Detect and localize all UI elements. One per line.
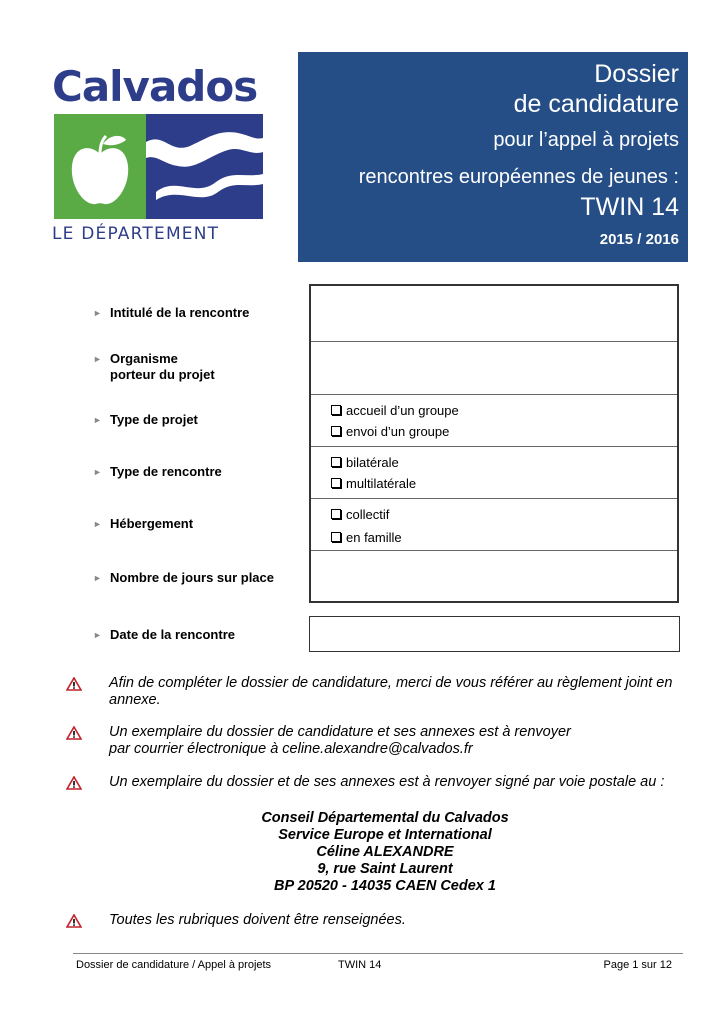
triangle-bullet-icon: ► <box>93 630 102 640</box>
row-hebergement <box>311 499 677 551</box>
label-date-rencontre: ► Date de la rencontre <box>93 627 235 642</box>
address-line: Service Europe et International <box>278 827 492 843</box>
label-intitule: ► Intitulé de la rencontre <box>93 305 250 320</box>
apple-icon <box>54 114 146 219</box>
checkbox-icon <box>331 405 341 415</box>
label-type-projet: ► Type de projet <box>93 412 198 427</box>
triangle-bullet-icon: ► <box>93 519 102 529</box>
title-line-dossier: Dossier <box>594 60 679 88</box>
logo-green-panel <box>54 114 146 219</box>
triangle-bullet-icon: ► <box>93 308 102 318</box>
logo-blue-panel <box>146 114 263 219</box>
footer-page-number: Page 1 sur 12 <box>603 959 672 971</box>
form-table <box>309 284 679 603</box>
note-voie-postale: Un exemplaire du dossier et de ses annexes est à renvoyer signé par voie postale au : <box>109 774 665 790</box>
title-line-rencontres: rencontres européennes de jeunes : <box>358 166 679 188</box>
label-hebergement: ► Hébergement <box>93 516 194 531</box>
checkbox-icon <box>331 457 341 467</box>
footer-left: Dossier de candidature / Appel à projets <box>76 959 272 971</box>
row-type-projet <box>311 395 677 447</box>
field-organisme[interactable] <box>311 342 677 395</box>
logo-wordmark: Calvados <box>52 62 258 111</box>
checkbox-icon <box>331 426 341 436</box>
checkbox-accueil[interactable]: accueil d’un groupe <box>331 403 459 418</box>
note-rubriques: Toutes les rubriques doivent être renseignées. <box>109 912 406 928</box>
checkbox-en-famille[interactable]: en famille <box>331 530 402 545</box>
checkbox-icon <box>331 509 341 519</box>
note-reglement: Afin de compléter le dossier de candidature, merci de vous référer au règlement joint en annexe. <box>109 675 673 708</box>
title-line-twin: TWIN 14 <box>580 193 679 221</box>
checkbox-envoi[interactable]: envoi d’un groupe <box>331 424 449 439</box>
title-line-appel: pour l’appel à projets <box>493 129 679 151</box>
warning-icon <box>66 914 82 928</box>
address-line: BP 20520 - 14035 CAEN Cedex 1 <box>274 878 496 894</box>
note-courriel: Un exemplaire du dossier de candidature et ses annexes est à renvoyer par courrier électronique à celine.alexandre@calvados.fr <box>109 724 571 757</box>
address-line: Conseil Départemental du Calvados <box>261 810 509 826</box>
postal-address <box>180 810 590 895</box>
warning-icon <box>66 726 82 740</box>
title-year: 2015 / 2016 <box>599 231 679 248</box>
warning-icon <box>66 776 82 790</box>
address-line: Céline ALEXANDRE <box>316 844 454 860</box>
address-line: 9, rue Saint Laurent <box>317 861 453 877</box>
checkbox-collectif[interactable]: collectif <box>331 507 389 522</box>
footer-center: TWIN 14 <box>338 959 382 971</box>
waves-icon <box>146 114 263 219</box>
checkbox-multilaterale[interactable]: multilatérale <box>331 476 416 491</box>
triangle-bullet-icon: ► <box>93 573 102 583</box>
field-intitule[interactable] <box>311 286 677 342</box>
label-type-rencontre: ► Type de rencontre <box>93 464 222 479</box>
field-date-rencontre[interactable] <box>309 616 680 652</box>
label-nombre-jours: ► Nombre de jours sur place <box>93 570 274 585</box>
label-organisme: ► Organisme porteur du projet <box>93 351 215 382</box>
logo-subtitle: LE DÉPARTEMENT <box>52 224 220 244</box>
footer-divider <box>73 953 683 954</box>
checkbox-bilaterale[interactable]: bilatérale <box>331 455 399 470</box>
checkbox-icon <box>331 478 341 488</box>
row-type-rencontre <box>311 447 677 499</box>
field-nombre-jours[interactable] <box>311 551 677 601</box>
triangle-bullet-icon: ► <box>93 467 102 477</box>
triangle-bullet-icon: ► <box>93 415 102 425</box>
title-line-candidature: de candidature <box>513 90 679 118</box>
calvados-logo <box>52 62 266 246</box>
title-panel <box>298 52 688 262</box>
triangle-bullet-icon: ► <box>93 354 102 364</box>
warning-icon <box>66 677 82 691</box>
checkbox-icon <box>331 532 341 542</box>
